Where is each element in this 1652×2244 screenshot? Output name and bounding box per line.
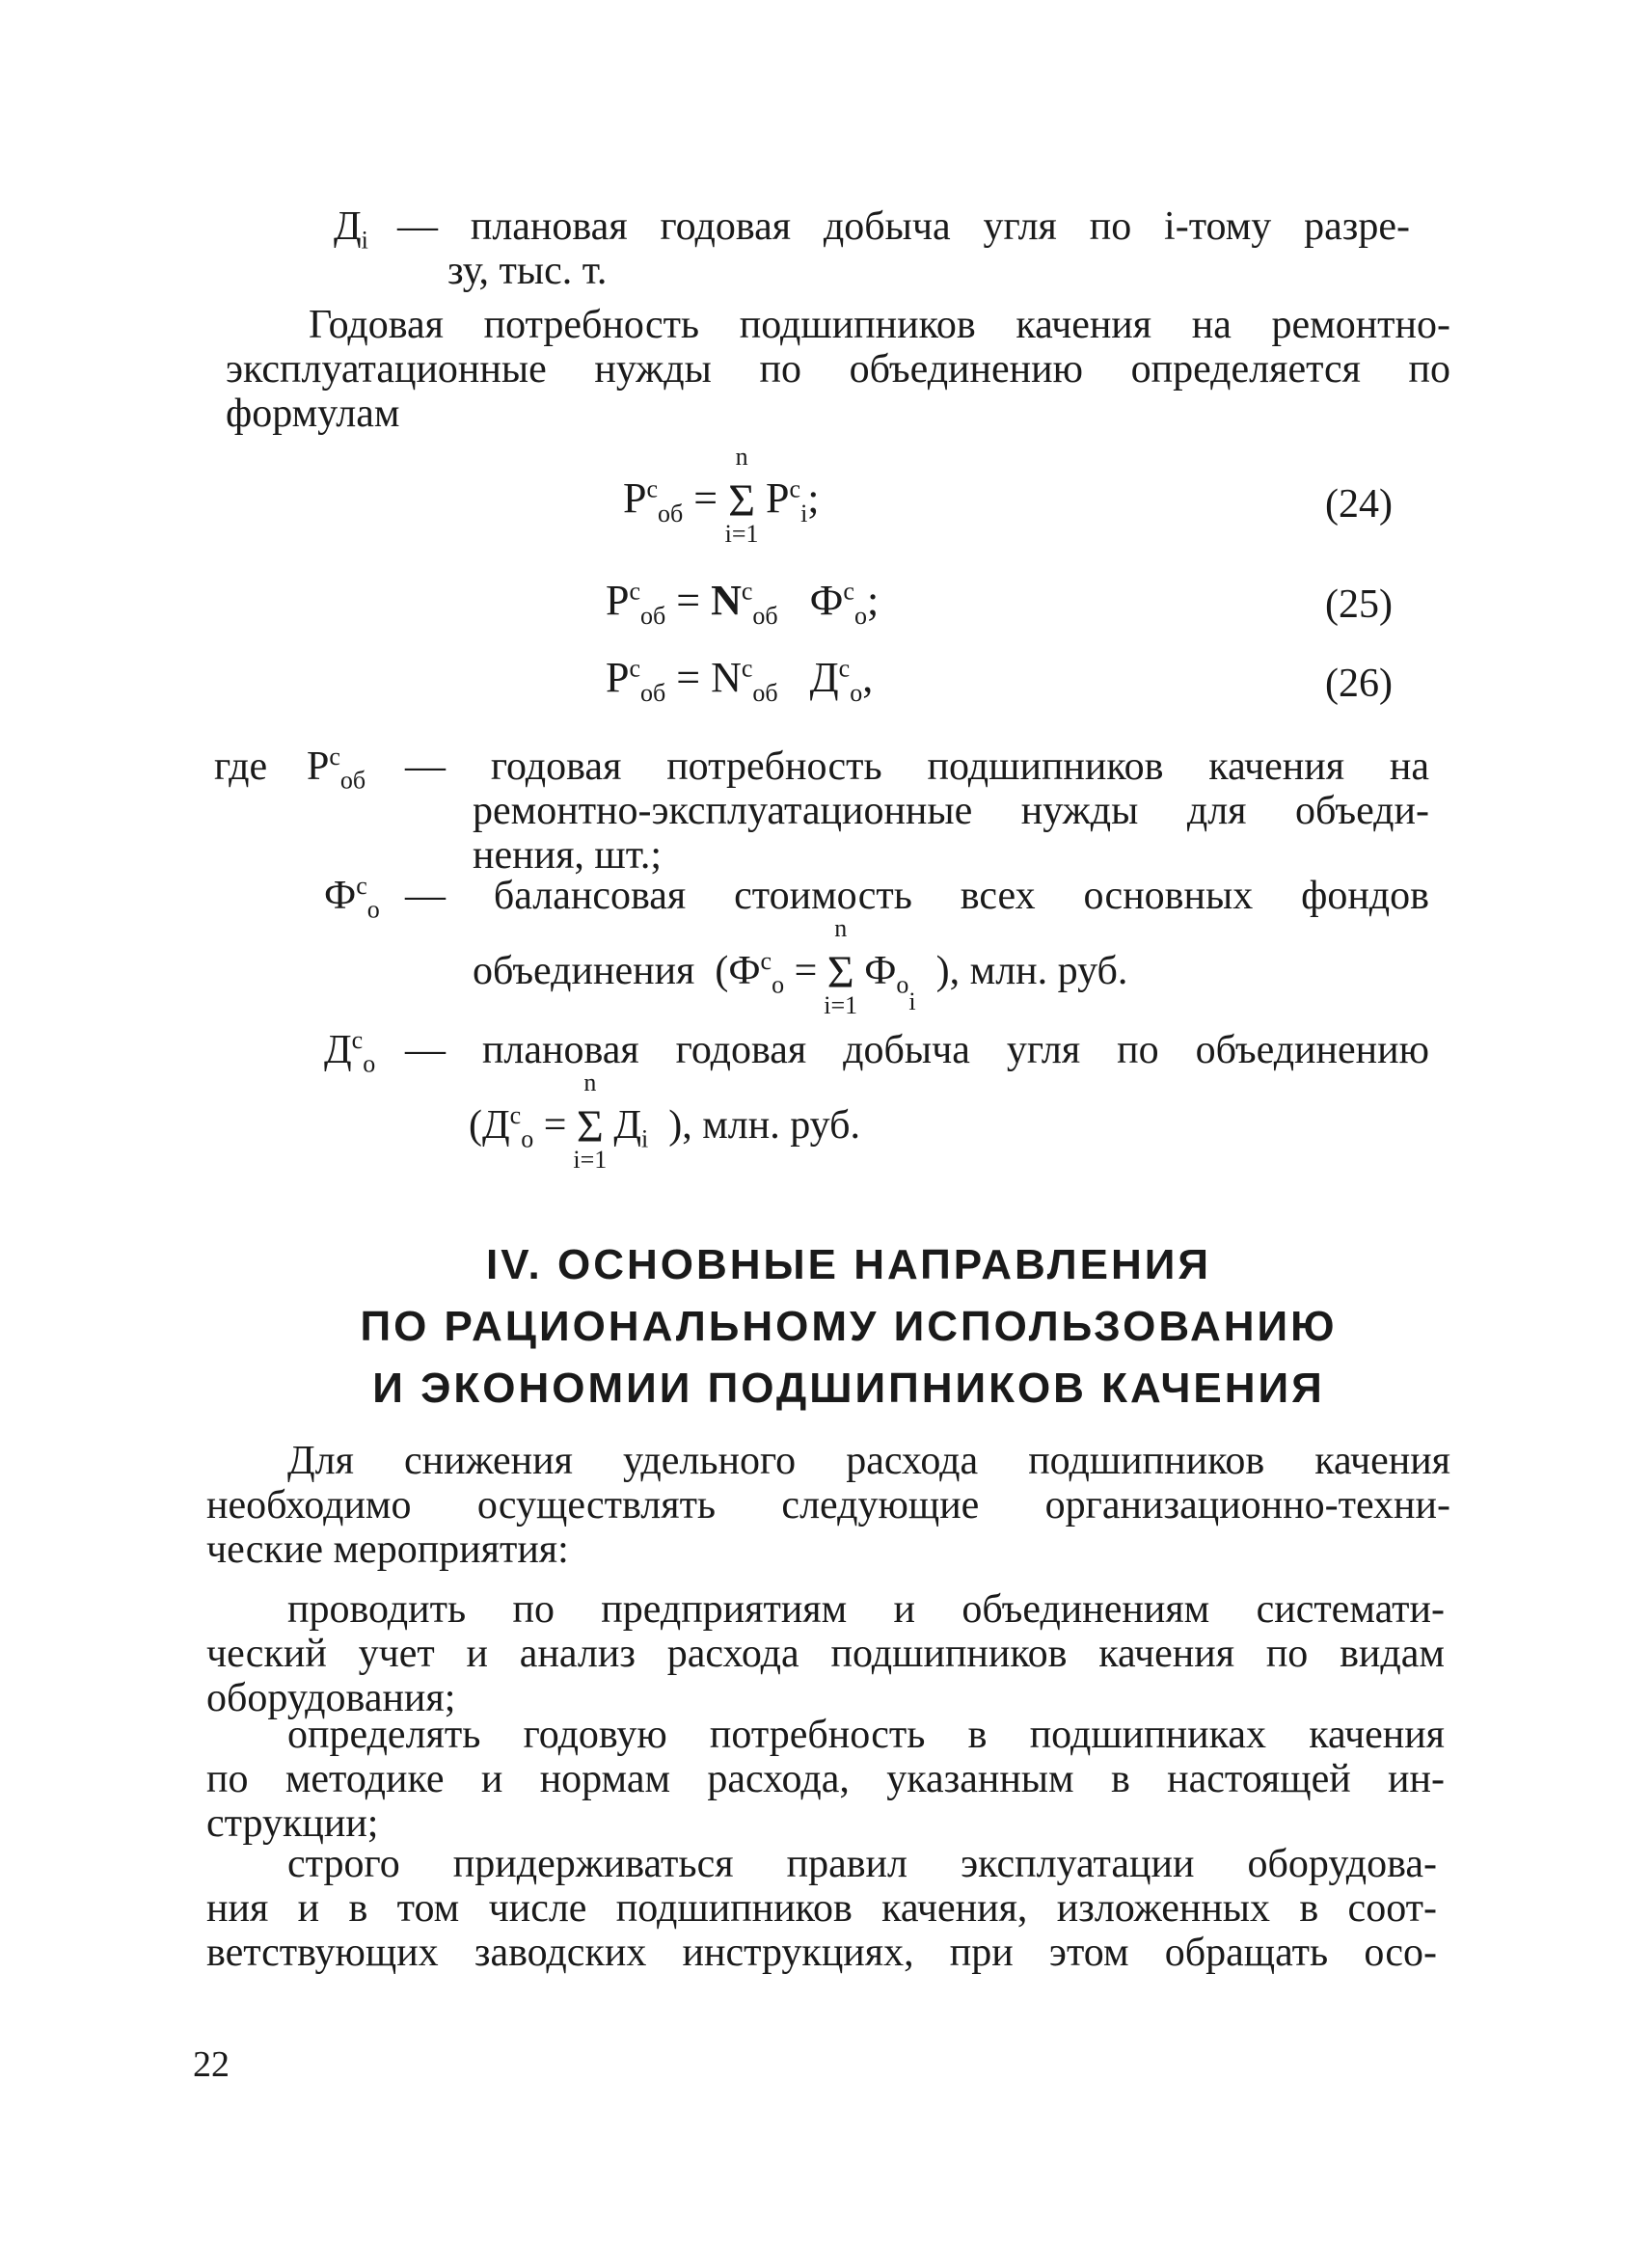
p2-line2: ческий учет и анализ расхода подшипников качения по видам <box>206 1632 1445 1676</box>
def2-line1: — балансовая стоимость всех основных фондов <box>405 874 1429 918</box>
formula-25: $P^с_{об} = N^с_{об}$ $Ф^с_о$; <box>606 577 880 630</box>
page-number: 22 <box>193 2044 230 2085</box>
equation-number-26: (26) <box>1325 662 1393 706</box>
def3-symbol: $Д^с_о$ <box>324 1026 376 1078</box>
p3-line2: по методике и нормам расхода, указанным в настоящей ин- <box>206 1757 1445 1801</box>
p2-line3: оборудования; <box>206 1676 456 1720</box>
def1-line2: ремонтно-эксплуатационные нужды для объеди- <box>473 789 1429 833</box>
top-def-line1: — плановая годовая добыча угля по i-тому разре- <box>397 204 1410 249</box>
section-heading-line1: IV. ОСНОВНЫЕ НАПРАВЛЕНИЯ <box>486 1241 1211 1288</box>
def3-line2: ($Д^с_о$ = n Σ i=1 $Д_i$ ), млн. руб. <box>469 1068 860 1175</box>
formula-26: $P^с_{об} = N^с_{об}$ $Д^с_о$, <box>606 654 874 707</box>
section-heading-line2: ПО РАЦИОНАЛЬНОМУ ИСПОЛЬЗОВАНИЮ <box>360 1303 1338 1350</box>
p1-line1: Для снижения удельного расхода подшипников качения <box>287 1439 1450 1483</box>
section-heading-line3: И ЭКОНОМИИ ПОДШИПНИКОВ КАЧЕНИЯ <box>372 1365 1325 1412</box>
intro-line1: Годовая потребность подшипников качения на ремонтно- <box>309 303 1450 347</box>
def3-line1: — плановая годовая добыча угля по объединению <box>405 1028 1429 1072</box>
p4-line1: строго придерживаться правил эксплуатации оборудова- <box>287 1842 1437 1886</box>
intro-line3: формулам <box>226 392 400 436</box>
sum-def2: n Σ i=1 <box>824 914 858 1020</box>
p2-line1: проводить по предприятиям и объединениям системати- <box>287 1587 1445 1632</box>
p4-line3: ветствующих заводских инструкциях, при этом обращать осо- <box>206 1931 1437 1975</box>
top-def-line2: зу, тыс. т. <box>447 249 608 293</box>
p1-line2: необходимо осуществлять следующие организационно-техни- <box>206 1483 1450 1528</box>
def2-line2: объединения ($Ф^с_о$ = n Σ i=1 $Ф_{оi}$ ), млн. руб. <box>473 914 1128 1020</box>
equation-number-25: (25) <box>1325 582 1393 627</box>
top-def-symbol: $Д_i$ <box>334 204 368 255</box>
where-word: где <box>214 744 268 789</box>
p3-line1: определять годовую потребность в подшипниках качения <box>287 1713 1445 1757</box>
def1-line1: — годовая потребность подшипников качения на <box>405 744 1429 789</box>
intro-line2: эксплуатационные нужды по объединению определяется по <box>226 347 1450 392</box>
section-heading <box>328 1234 1369 1419</box>
def1-line3: нения, шт.; <box>473 833 663 878</box>
sum-def3: n Σ i=1 <box>573 1068 608 1175</box>
p3-line3: струкции; <box>206 1801 379 1846</box>
formula-24: $P^с_{об}$ = n Σ i=1 $P^с_i$; <box>623 443 820 549</box>
p1-line3: ческие мероприятия: <box>206 1528 569 1572</box>
p4-line2: ния и в том числе подшипников качения, изложенных в соот- <box>206 1886 1437 1931</box>
def1-symbol: $P^с_{об}$ <box>307 743 366 795</box>
sum-24: n Σ i=1 <box>724 443 759 549</box>
def2-symbol: $Ф^с_о$ <box>324 872 380 924</box>
equation-number-24: (24) <box>1325 482 1393 527</box>
